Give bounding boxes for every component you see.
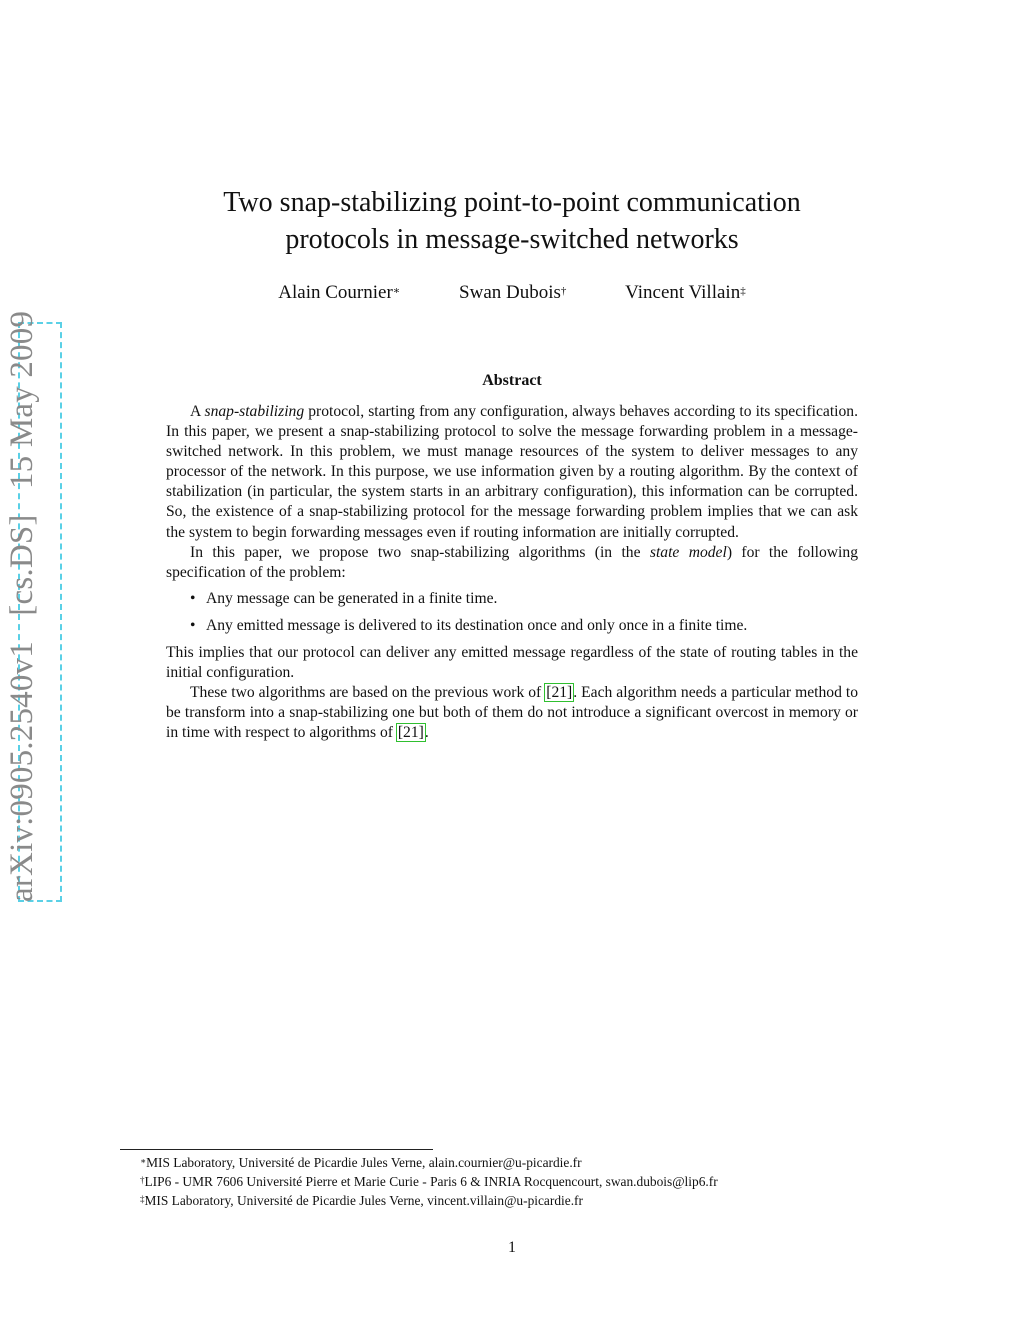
footnote-divider [120,1149,433,1150]
footnote-1 [140,1153,900,1172]
abstract-paragraph-1 [166,402,858,543]
emphasis-state-model: state model [649,543,727,561]
author-list [150,280,874,306]
abstract-paragraph-2 [166,543,858,583]
citation-link[interactable]: [21] [546,684,573,702]
abstract-body [166,402,858,744]
text-run: A [190,403,205,420]
footnote-text: MIS Laboratory, Université de Picardie Jules Verne, alain.cournier@u-picardie.fr [146,1155,582,1170]
abstract-paragraph-3: This implies that our protocol can deliver any emitted message regardless of the state of routing tables in the initial configuration. [166,644,858,682]
arxiv-category: [cs.DS] [4,497,40,616]
footnote-mark: ∗ [140,1156,147,1166]
arxiv-id: arXiv:0905.2540v1 [4,624,40,902]
footnotes [140,1153,900,1210]
author-villain [625,280,746,306]
specification-list [166,589,858,636]
bullet-icon: • [190,589,196,607]
footnote-2 [140,1172,900,1191]
list-item-text: Any message can be generated in a finite time. [206,589,498,607]
citation-link[interactable]: [21] [397,724,424,742]
arxiv-date: 15 May 2009 [4,310,40,490]
author-name: Alain Cournier [278,282,393,303]
list-item [190,589,858,609]
footnote-mark: ‡ [140,1194,145,1204]
author-dubois [459,280,566,306]
paper-title [150,184,874,258]
text-run: protocol, starting from any configuration, always behaves according to its specification. In this paper, we present a snap-stabilizing protocol to solve the message forwarding problem in a message-switched network. In this problem, we must manage resources of the system to deliver messages to any processor of the network. In this purpose, we use information given by a routing algorithm. By the context of stabilization (in particular, the system starts in an arbitrary configuration), this information can be corrupted. So, the existence of a snap-stabilizing protocol for the message forwarding problem implies that we can ask the system to begin forwarding messages even if routing information are initially corrupted. [166,403,858,541]
text-run: In this paper, we propose two snap-stabilizing algorithms (in the [190,543,650,561]
page-number: 1 [508,1239,516,1256]
footnote-mark[interactable]: ∗ [392,285,401,297]
author-name: Swan Dubois [459,282,561,303]
footnote-mark[interactable]: † [560,285,567,297]
text-run: ) for the following specification of the problem: [166,543,858,581]
footnote-mark: † [140,1175,145,1185]
footnote-text: LIP6 - UMR 7606 Université Pierre et Marie Curie - Paris 6 & INRIA Rocquencourt, swan.dubois@lip6.fr [144,1174,718,1189]
text-run: . Each algorithm needs a particular method to be transform into a snap-stabilizing one but both of them do not introduce a significant overcost in memory or in time with respect to algorithms of [166,684,858,742]
bullet-icon: • [190,616,196,634]
author-name: Vincent Villain [625,282,741,303]
list-item [190,616,858,636]
abstract-paragraph-4 [166,683,858,743]
footnote-3 [140,1191,900,1210]
arxiv-stamp[interactable] [2,310,42,902]
footnote-mark[interactable]: ‡ [740,285,746,297]
abstract-heading: Abstract [482,372,542,389]
footnote-text: MIS Laboratory, Université de Picardie Jules Verne, vincent.villain@u-picardie.fr [144,1193,583,1208]
title-line-2: protocols in message-switched networks [285,224,739,255]
text-run: . [424,724,429,742]
emphasis-snap-stabilizing: snap-stabilizing [204,403,305,420]
text-run: These two algorithms are based on the previous work of [190,684,546,702]
list-item-text: Any emitted message is delivered to its destination once and only once in a finite time. [206,616,748,634]
author-cournier [278,280,400,306]
title-line-1: Two snap-stabilizing point-to-point communication [223,187,801,218]
